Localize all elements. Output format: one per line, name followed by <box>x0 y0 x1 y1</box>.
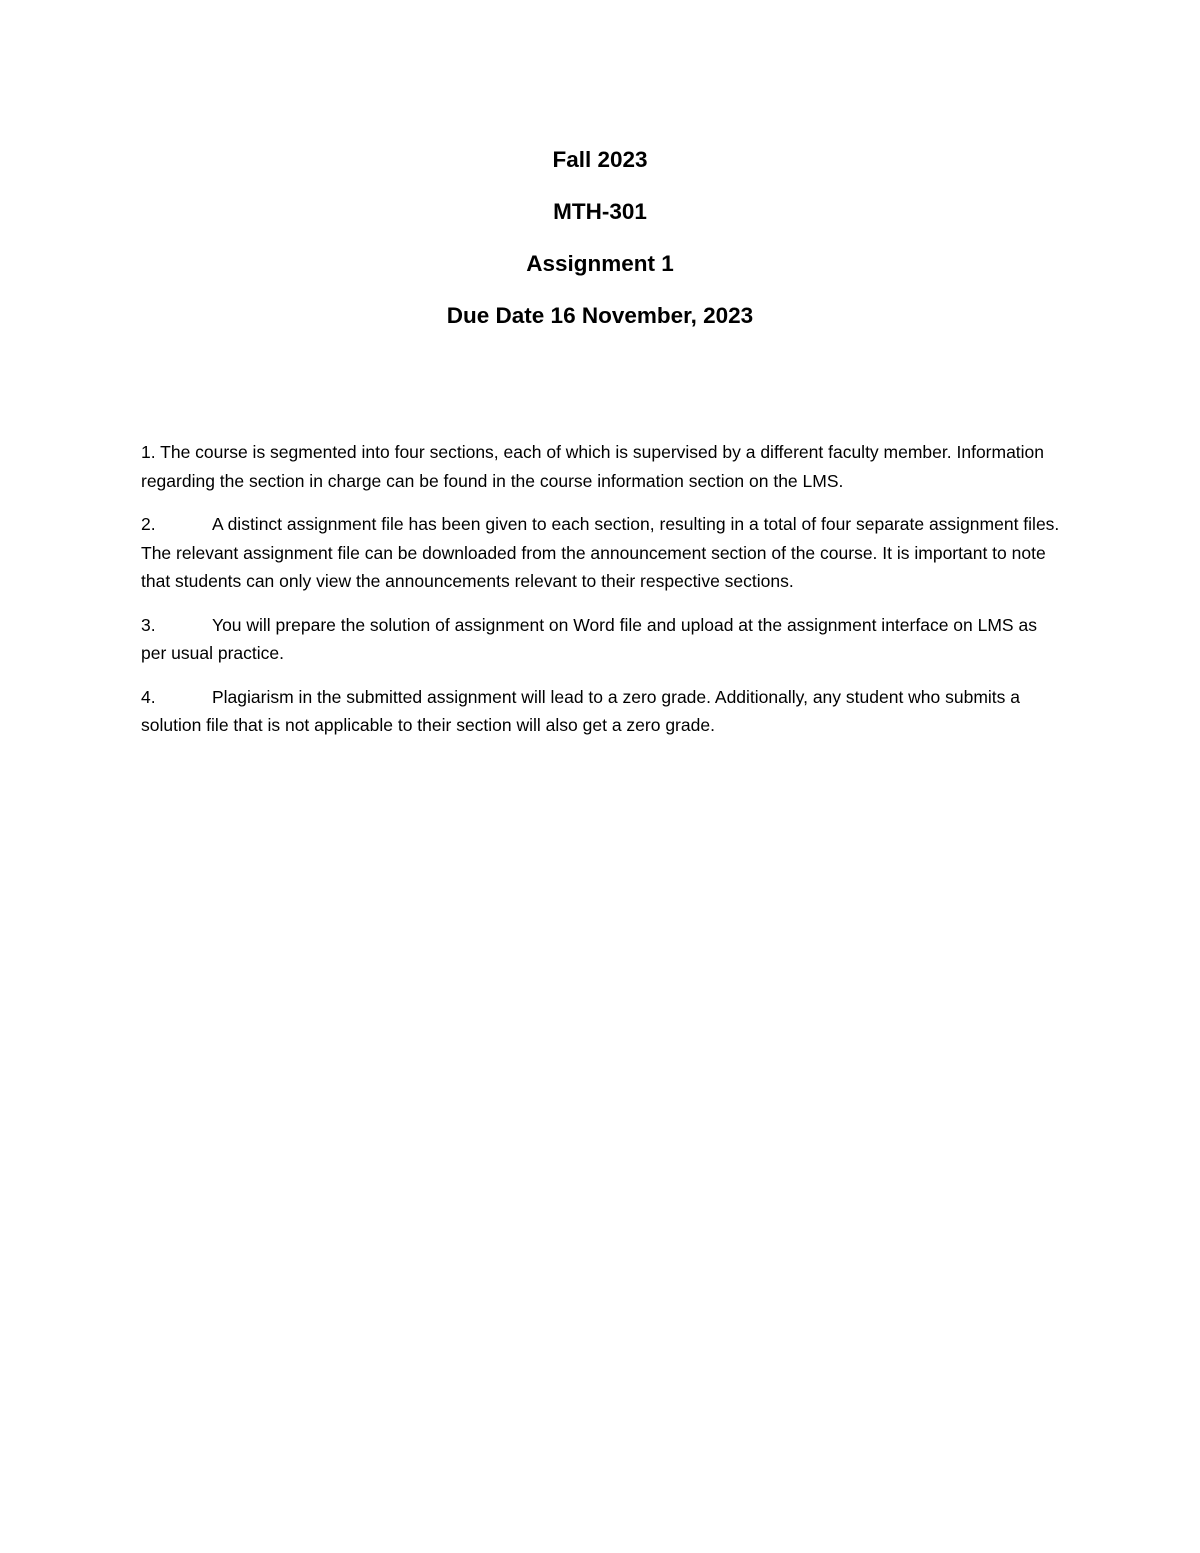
instruction-text: The course is segmented into four sections, each of which is supervised by a different faculty member. Information regarding the section in charge can be found in the course information section on the LMS. <box>141 442 1045 491</box>
term-heading: Fall 2023 <box>552 147 648 172</box>
instruction-item-2 <box>141 510 1061 596</box>
instruction-number: 3. <box>141 614 156 635</box>
due-date-heading: Due Date 16 November, 2023 <box>446 303 754 328</box>
instruction-item-1 <box>141 438 1061 495</box>
instruction-item-3 <box>141 611 1061 668</box>
instruction-number: 4. <box>141 686 156 707</box>
document-header <box>0 143 1200 351</box>
instruction-text: Plagiarism in the submitted assignment will lead to a zero grade. Additionally, any student who submits a solution file that is not applicable to their section will also get a zero grade. <box>141 686 1021 735</box>
instruction-number: 1. <box>141 442 156 462</box>
instruction-number: 2. <box>141 514 156 534</box>
course-code-heading: MTH-301 <box>553 199 647 224</box>
instruction-text: You will prepare the solution of assignment on Word file and upload at the assignment interface on LMS as per usual practice. <box>141 614 1037 663</box>
instructions-list <box>141 438 1061 755</box>
assignment-heading: Assignment 1 <box>526 251 674 276</box>
instruction-text: A distinct assignment file has been given to each section, resulting in a total of four separate assignment files. The relevant assignment file can be downloaded from the announcement section of the course. It is important to note that students can only view the announcements relevant to their respective sections. <box>141 514 1060 591</box>
instruction-item-4 <box>141 683 1061 740</box>
